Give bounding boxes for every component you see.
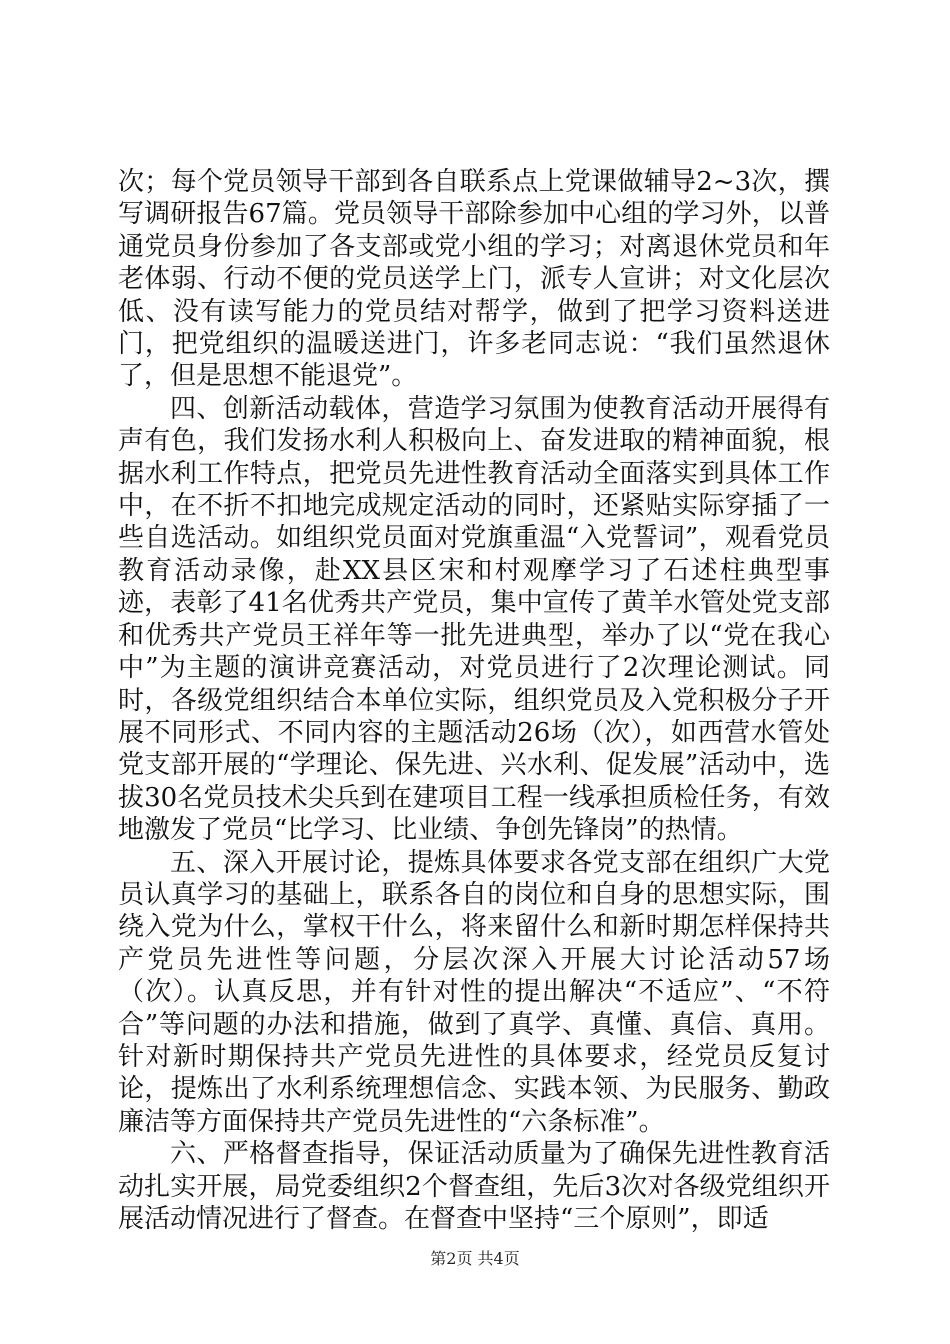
paragraph-section-four: 四、创新活动载体，营造学习氛围为使教育活动开展得有声有色，我们发扬水利人积极向上、奋发进取的精神面貌，根据水利工作特点，把党员先进性教育活动全面落实到具体工作中，在不折不扣地完成规定活动的同时，还紧贴实际穿插了一些自选活动。如组织党员面对党旗重温“入党誓词”，观看党员教育活动录像，赴XX县区宋和村观摩学习了石述柱典型事迹，表彰了41名优秀共产党员，集中宣传了黄羊水管处党支部和优秀共产党员王祥年等一批先进典型，举办了以“党在我心中”为主题的演讲竞赛活动，对党员进行了2次理论测试。同时，各级党组织结合本单位实际，组织党员及入党积极分子开展不同形式、不同内容的主题活动26场（次），如西营水管处党支部开展的“学理论、保先进、兴水利、促发展”活动中，选拔30名党员技术尖兵到在建项目工程一线承担质检任务，有效地激发了党员“比学习、比业绩、争创先锋岗”的热情。: [118, 393, 830, 846]
paragraph-section-five: 五、深入开展讨论，提炼具体要求各党支部在组织广大党员认真学习的基础上，联系各自的岗位和自身的思想实际，围绕入党为什么，掌权干什么，将来留什么和新时期怎样保持共产党员先进性等问题，分层次深入开展大讨论活动57场（次）。认真反思，并有针对性的提出解决“不适应”、“不符合”等问题的办法和措施，做到了真学、真懂、真信、真用。针对新时期保持共产党员先进性的具体要求，经党员反复讨论，提炼出了水利系统理想信念、实践本领、为民服务、勤政廉洁等方面保持共产党员先进性的“六条标准”。: [118, 847, 830, 1137]
document-body: [118, 166, 830, 1235]
paragraph-continuation: 次；每个党员领导干部到各自联系点上党课做辅导2~3次，撰写调研报告67篇。党员领导干部除参加中心组的学习外，以普通党员身份参加了各支部或党小组的学习；对离退休党员和年老体弱、行动不便的党员送学上门，派专人宣讲；对文化层次低、没有读写能力的党员结对帮学，做到了把学习资料送进门，把党组织的温暖送进门，许多老同志说：“我们虽然退休了，但是思想不能退党”。: [118, 167, 830, 392]
paragraph-section-six: 六、严格督查指导，保证活动质量为了确保先进性教育活动扎实开展，局党委组织2个督查组，先后3次对各级党组织开展活动情况进行了督查。在督查中坚持“三个原则”，即适: [118, 1139, 830, 1234]
page-number: 第2页 共4页: [430, 1249, 520, 1268]
page-footer: [0, 1246, 950, 1269]
